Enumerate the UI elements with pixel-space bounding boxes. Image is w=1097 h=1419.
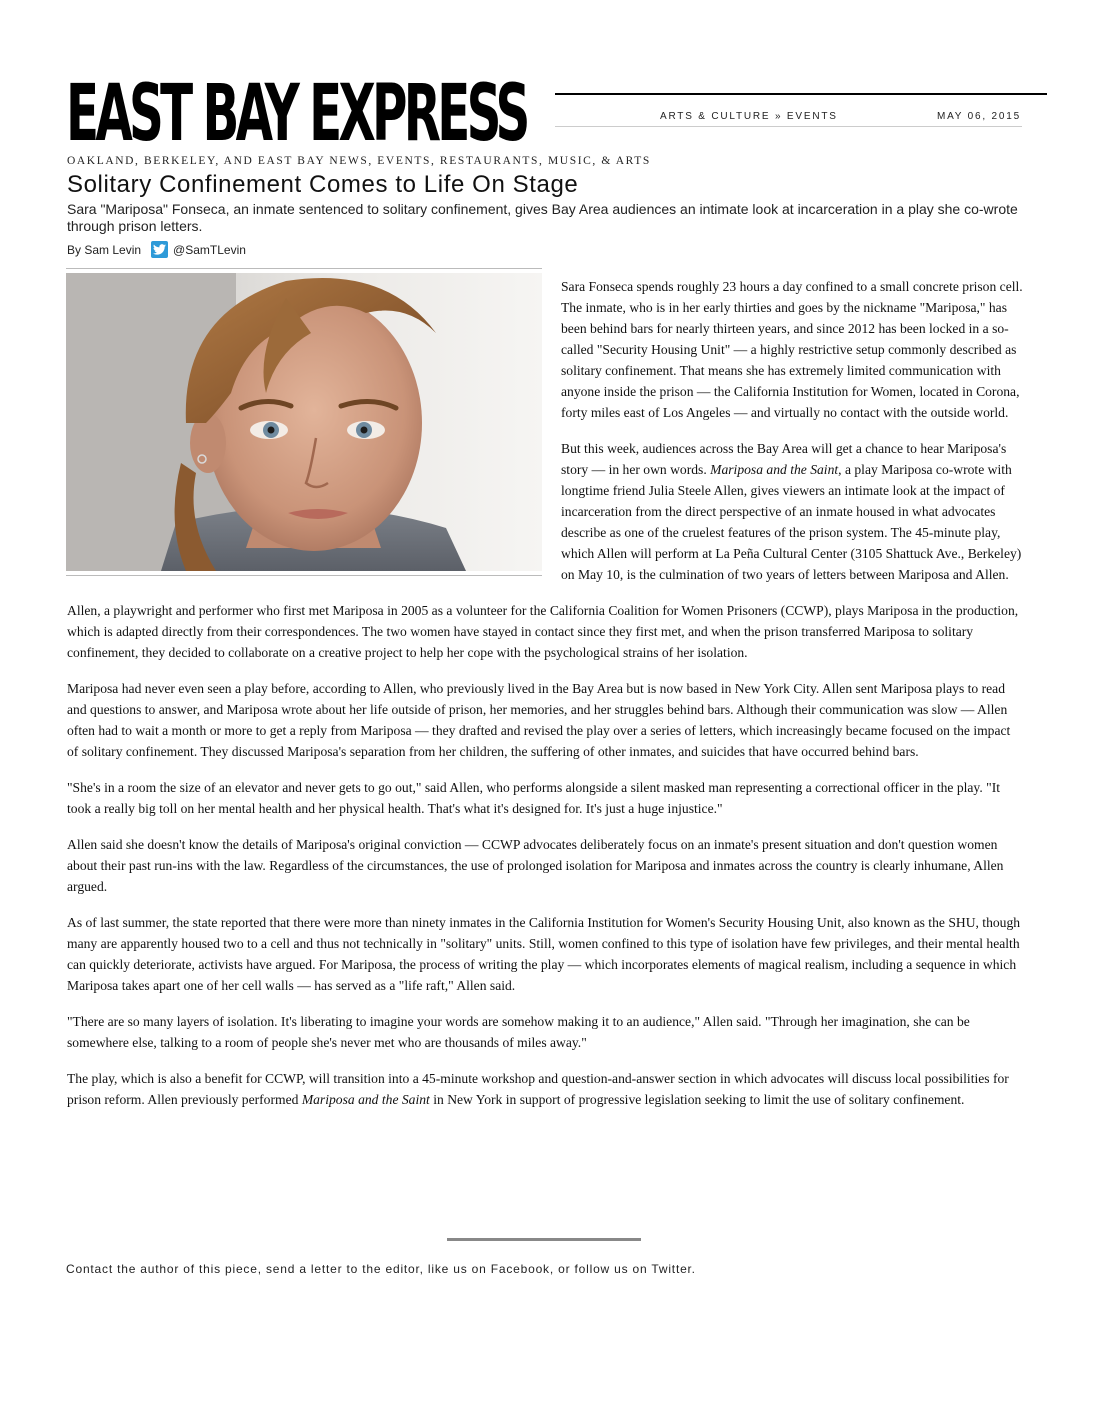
article-headline: Solitary Confinement Comes to Life On Stage bbox=[67, 171, 579, 198]
paragraph-8: "There are so many layers of isolation. It's liberating to imagine your words are somehow making it to an audience," Allen said. "Through her imagination, she can be somewhere else, talking to a room of people she's never met who are thousands of miles away." bbox=[67, 1014, 970, 1050]
paragraph-3: Allen, a playwright and performer who first met Mariposa in 2005 as a volunteer for the California Coalition for Women Prisoners (CCWP), plays Mariposa in the production, which is adapted directly from their correspondences. The two women have stayed in contact since they first met, and when the prison transferred Mariposa to solitary confinement, they decided to collaborate on a creative project to help her cope with the psychological strains of her isolation. bbox=[67, 603, 1019, 660]
article-footer[interactable]: Contact the author of this piece, send a letter to the editor, like us on Facebook, or follow us on Twitter. bbox=[66, 1262, 696, 1276]
twitter-icon[interactable] bbox=[151, 241, 168, 258]
play-title: Mariposa and the Saint bbox=[301, 1092, 430, 1107]
author-name[interactable]: By Sam Levin bbox=[67, 242, 142, 257]
paragraph-6: Allen said she doesn't know the details of Mariposa's original conviction — CCWP advocates deliberately focus on an inmate's present situation and don't question women about their past run-ins with the law. Regardless of the circumstances, the use of prolonged isolation for Mariposa and inmates across the country is clearly inhumane, Allen argued. bbox=[67, 837, 1004, 894]
article-body bbox=[67, 276, 1023, 1125]
article-divider bbox=[447, 1238, 641, 1241]
section-breadcrumb[interactable]: ARTS & CULTURE » EVENTS bbox=[660, 111, 838, 122]
paragraph-5: "She's in a room the size of an elevator and never gets to go out," said Allen, who performs alongside a silent masked man representing a correctional officer in the play. "It took a really big toll on her mental health and her physical health. That's what it's designed for. It's just a huge injustice." bbox=[67, 780, 1000, 816]
article-dek: Sara "Mariposa" Fonseca, an inmate sentenced to solitary confinement, gives Bay Area audiences an intimate look at incarceration in a play she co-wrote through prison letters. bbox=[67, 201, 1018, 234]
masthead-logo[interactable]: EAST BAY EXPRESS bbox=[66, 69, 527, 159]
twitter-handle[interactable]: @SamTLevin bbox=[173, 242, 246, 257]
paragraph-9: The play, which is also a benefit for CCWP, will transition into a 45-minute workshop and question-and-answer section in which advocates will discuss local possibilities for prison reform. Allen previously performed Mariposa and the Saint in New York in support of progressive legislation seeking to limit the use of solitary confinement. bbox=[67, 1071, 1009, 1107]
publish-date: MAY 06, 2015 bbox=[936, 111, 1021, 122]
paragraph-2: But this week, audiences across the Bay Area will get a chance to hear Mariposa's story — in her own words. Mariposa and the Saint, a play Mariposa co-wrote with longtime friend Julia Steele Allen, gives viewers an intimate look at the impact of incarceration from the direct perspective of an inmate housed in what advocates describe as one of the cruelest features of the prison system. The 45-minute play, which Allen will perform at La Peña Cultural Center (3105 Shattuck Ave., Berkeley) on May 10, is the culmination of two years of letters between Mariposa and Allen. bbox=[561, 441, 1022, 582]
paragraph-7: As of last summer, the state reported that there were more than ninety inmates in the California Institution for Women's Security Housing Unit, also known as the SHU, though many are apparently housed two to a cell and thus not technically in "solitary" units. Still, women confined to this type of isolation have few privileges, and their mental health can quickly deteriorate, activists have argued. For Mariposa, the process of writing the play — which incorporates elements of magical realism, including a sequence in which Mariposa takes apart one of her cell walls — has served as a "life raft," Allen said. bbox=[67, 915, 1021, 993]
play-title: Mariposa and the Saint bbox=[710, 462, 839, 477]
site-tagline: OAKLAND, BERKELEY, AND EAST BAY NEWS, EVENTS, RESTAURANTS, MUSIC, & ARTS bbox=[67, 155, 651, 167]
paragraph-4: Mariposa had never even seen a play before, according to Allen, who previously lived in the Bay Area but is now based in New York City. Allen sent Mariposa plays to read and questions to answer, and Mariposa wrote about her life outside of prison, her memories, and her struggles behind bars. Although their communication was slow — Allen often had to wait a month or more to get a reply from Mariposa — they drafted and revised the play over a series of letters, which increasingly became focused on the impact of solitary confinement. They discussed Mariposa's separation from her children, the suffering of other inmates, and suicides that have occurred behind bars. bbox=[67, 681, 1011, 759]
paragraph-1: Sara Fonseca spends roughly 23 hours a day confined to a small concrete prison cell. The inmate, who is in her early thirties and goes by the nickname "Mariposa," has been behind bars for nearly thirteen years, and since 2012 has been locked in a so-called "Security Housing Unit" — a highly restrictive setup commonly described as solitary confinement. That means she has extremely limited communication with anyone inside the prison — the California Institution for Women, located in Corona, forty miles east of Los Angeles — and virtually no contact with the outside world. bbox=[561, 279, 1023, 420]
photo-float-spacer bbox=[67, 276, 561, 578]
header-subrule bbox=[555, 126, 1022, 127]
byline bbox=[67, 241, 246, 258]
header-rule bbox=[555, 93, 1047, 95]
